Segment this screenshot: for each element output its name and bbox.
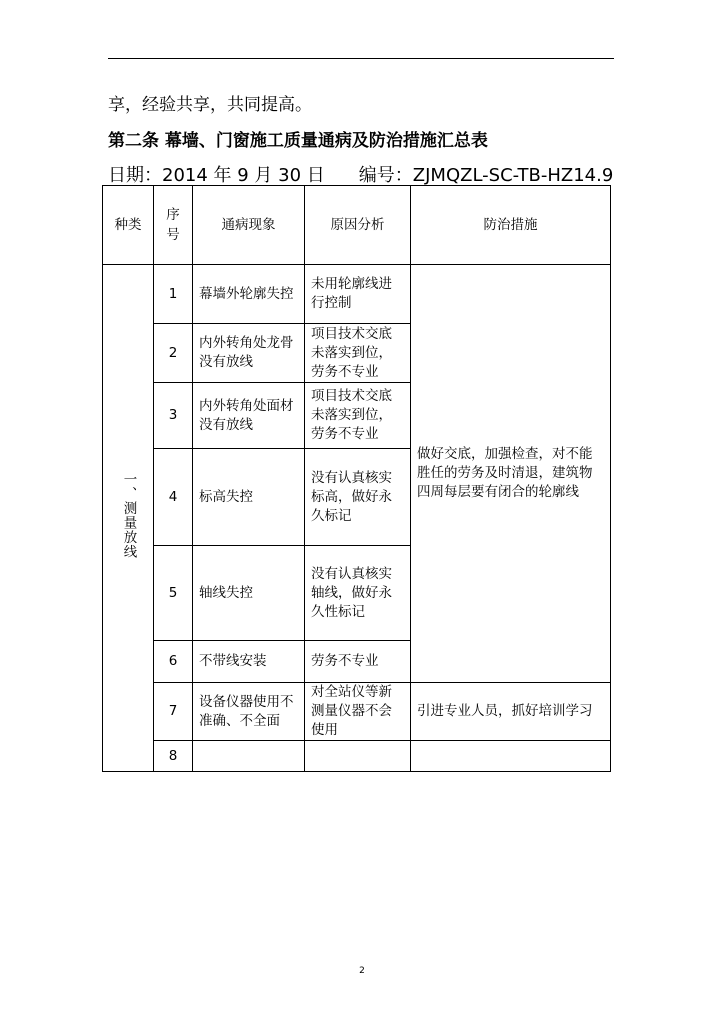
- row-defect: 设备仪器使用不准确、不全面: [193, 683, 305, 741]
- row-defect: [193, 741, 305, 772]
- row-cause: 未用轮廓线进行控制: [305, 265, 411, 324]
- measures-cell-row-8: [411, 741, 611, 772]
- table-row: [103, 741, 611, 772]
- date-code-line: [108, 161, 613, 187]
- row-number: 4: [154, 449, 193, 546]
- header-measures: 防治措施: [411, 186, 611, 265]
- row-number: 5: [154, 546, 193, 641]
- row-cause: 劳务不专业: [305, 641, 411, 683]
- measures-cell-row-7: 引进专业人员，抓好培训学习: [411, 683, 611, 741]
- row-defect: 轴线失控: [193, 546, 305, 641]
- header-number: 序号: [154, 186, 193, 265]
- row-defect: 不带线安装: [193, 641, 305, 683]
- row-cause: 对全站仪等新测量仪器不会使用: [305, 683, 411, 741]
- row-cause: 项目技术交底未落实到位，劳务不专业: [305, 383, 411, 449]
- row-number: 3: [154, 383, 193, 449]
- row-number: 8: [154, 741, 193, 772]
- header-defect: 通病现象: [193, 186, 305, 265]
- header-category: 种类: [103, 186, 154, 265]
- row-cause: 没有认真核实标高，做好永久标记: [305, 449, 411, 546]
- date-label: 日期：2014 年 9 月 30 日: [108, 165, 325, 186]
- defects-table: [102, 185, 611, 772]
- row-number: 6: [154, 641, 193, 683]
- measures-cell-rows-1-6: 做好交底，加强检查，对不能胜任的劳务及时清退，建筑物四周每层要有闭合的轮廓线: [411, 265, 611, 683]
- row-defect: 内外转角处龙骨没有放线: [193, 324, 305, 383]
- row-number: 1: [154, 265, 193, 324]
- section-heading: 第二条 幕墙、门窗施工质量通病及防治措施汇总表: [108, 131, 488, 151]
- row-number: 7: [154, 683, 193, 741]
- row-cause: 项目技术交底未落实到位，劳务不专业: [305, 324, 411, 383]
- category-cell: 一、测量放线: [103, 265, 154, 772]
- row-defect: 标高失控: [193, 449, 305, 546]
- row-defect: 幕墙外轮廓失控: [193, 265, 305, 324]
- row-cause: [305, 741, 411, 772]
- row-defect: 内外转角处面材没有放线: [193, 383, 305, 449]
- code-label: 编号：ZJMQZL-SC-TB-HZ14.9: [358, 165, 614, 186]
- header-rule: [108, 58, 614, 59]
- page-number: 2: [359, 966, 365, 976]
- row-number: 2: [154, 324, 193, 383]
- row-cause: 没有认真核实轴线，做好永久性标记: [305, 546, 411, 641]
- table-header-row: [103, 186, 611, 265]
- table-row: [103, 265, 611, 324]
- intro-line: 享，经验共享，共同提高。: [108, 95, 312, 115]
- table-row: [103, 683, 611, 741]
- header-cause: 原因分析: [305, 186, 411, 265]
